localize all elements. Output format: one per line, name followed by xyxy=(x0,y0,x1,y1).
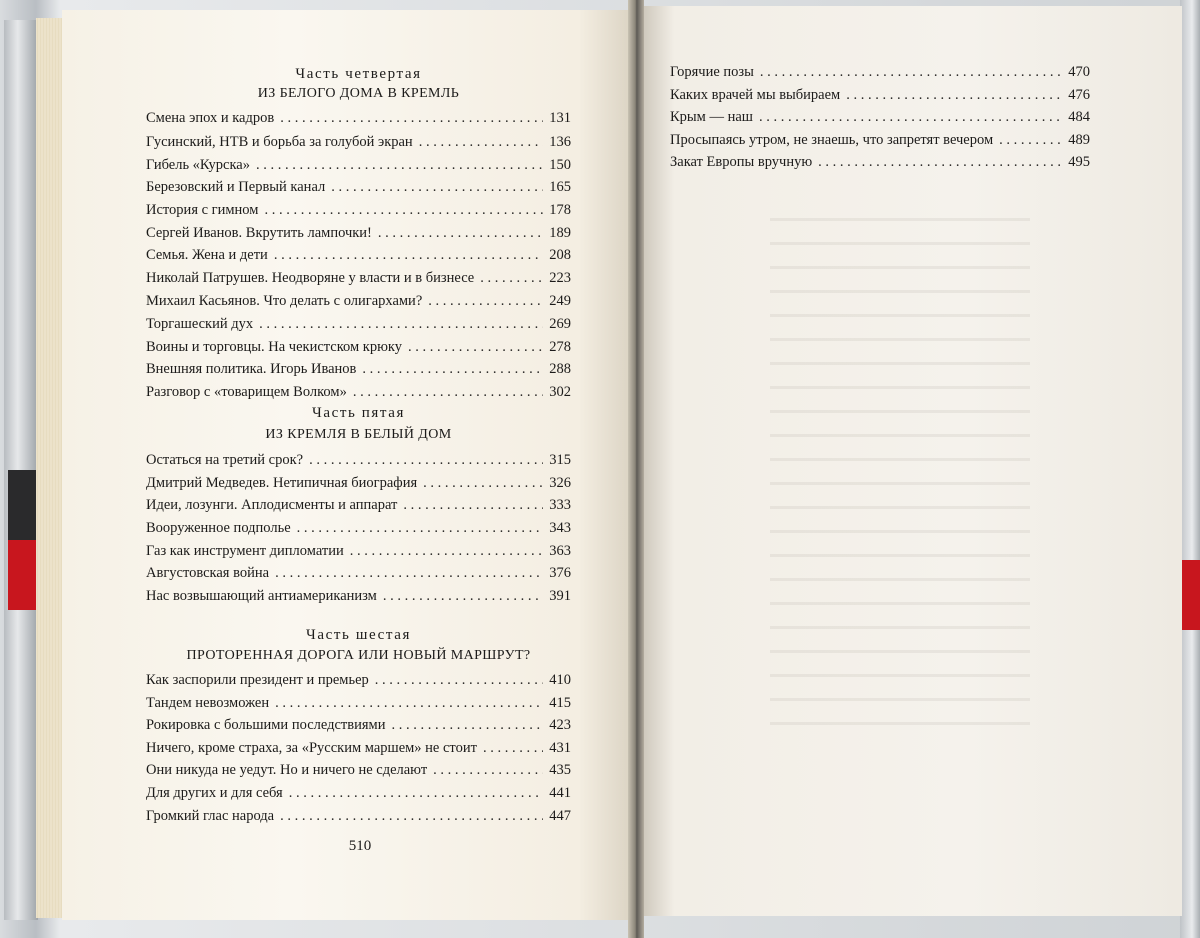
toc-entry xyxy=(146,541,571,561)
toc-entry xyxy=(670,85,1090,105)
toc-entry xyxy=(146,518,571,538)
toc-entry-title: Семья. Жена и дети xyxy=(146,247,268,263)
toc-entry-title: Остаться на третий срок? xyxy=(146,452,304,468)
toc-entry-page: 249 xyxy=(549,293,571,309)
toc-entry-title: Гибель «Курска» xyxy=(146,157,250,173)
toc-entry xyxy=(146,563,571,583)
toc-entry-title: Нас возвышающий антиамериканизм xyxy=(146,588,377,604)
toc-entry xyxy=(670,107,1090,127)
toc-entry-page: 315 xyxy=(549,452,571,468)
toc-entry xyxy=(146,715,571,735)
toc-entry-title: Для других и для себя xyxy=(146,785,283,801)
toc-entry xyxy=(146,738,571,758)
toc-entry xyxy=(670,130,1090,150)
toc-entry-title: Сергей Иванов. Вкрутить лампочки! xyxy=(146,225,372,241)
toc-entry xyxy=(146,177,571,197)
toc-entry xyxy=(146,473,571,493)
toc-entry-page: 410 xyxy=(549,672,571,688)
toc-entry-page: 343 xyxy=(549,520,571,536)
toc-entry-title: История с гимном xyxy=(146,202,259,218)
part-subtitle: ИЗ БЕЛОГО ДОМА В КРЕМЛЬ xyxy=(257,86,460,101)
toc-entry-page: 431 xyxy=(549,740,571,756)
toc-entry-title: Громкий глас народа xyxy=(146,808,275,824)
toc-entry-page: 165 xyxy=(549,179,571,195)
toc-entry-title: Тандем невозможен xyxy=(146,695,270,711)
toc-entry-title: Вооруженное подполье xyxy=(146,520,291,536)
book-gutter xyxy=(628,0,644,938)
toc-entry-title: Просыпаясь утром, не знаешь, что запретят вечером xyxy=(670,132,994,148)
toc-entry-title: Дмитрий Медведев. Нетипичная биография xyxy=(146,475,418,491)
cover-red-band-left xyxy=(8,540,38,610)
toc-entry-page: 435 xyxy=(549,762,571,778)
toc-entry-title: Газ как инструмент дипломатии xyxy=(146,543,344,559)
toc-entry xyxy=(146,223,571,243)
toc-entry xyxy=(146,586,571,606)
toc-entry-title: Николай Патрушев. Неодворяне у власти и в бизнесе xyxy=(146,270,475,286)
part-title: Часть пятая xyxy=(311,405,406,421)
toc-entry xyxy=(146,495,571,515)
toc-entry xyxy=(146,314,571,334)
cover-red-band-right xyxy=(1180,560,1200,630)
cover-dark-band xyxy=(8,470,38,540)
toc-entry xyxy=(146,291,571,311)
cover-edge-right xyxy=(1180,0,1200,938)
toc-entry-title: Михаил Касьянов. Что делать с олигархами? xyxy=(146,293,423,309)
toc-entry-page: 363 xyxy=(549,543,571,559)
toc-entry-page: 495 xyxy=(1068,154,1090,170)
toc-entry-title: Каких врачей мы выбираем xyxy=(670,87,841,103)
toc-entry-title: Как заспорили президент и премьер xyxy=(146,672,369,688)
toc-entry-page: 415 xyxy=(549,695,571,711)
part-title: Часть четвертая xyxy=(295,66,422,82)
toc-entry xyxy=(146,359,571,379)
toc-entry xyxy=(146,200,571,220)
toc-entry-title: Воины и торговцы. На чекистском крюку xyxy=(146,339,403,355)
toc-entry-page: 136 xyxy=(549,134,571,150)
toc-entry xyxy=(670,152,1090,172)
toc-entry xyxy=(146,670,571,690)
toc-entry-page: 208 xyxy=(549,247,571,263)
toc-entry-page: 376 xyxy=(549,565,571,581)
toc-entry-page: 391 xyxy=(549,588,571,604)
show-through-text xyxy=(770,206,1030,726)
toc-entry-title: Разговор с «товарищем Волком» xyxy=(146,384,347,400)
toc-entry-page: 447 xyxy=(549,808,571,824)
part-subtitle: ИЗ КРЕМЛЯ В БЕЛЫЙ ДОМ xyxy=(265,427,452,442)
toc-entry xyxy=(146,382,571,402)
toc-entry-page: 150 xyxy=(549,157,571,173)
toc-entry xyxy=(146,245,571,265)
toc-entry xyxy=(146,268,571,288)
toc-entry-title: Августовская война xyxy=(146,565,270,581)
toc-entry xyxy=(146,783,571,803)
part-subtitle: ПРОТОРЕННАЯ ДОРОГА ИЛИ НОВЫЙ МАРШРУТ? xyxy=(186,648,531,663)
toc-entry-title: Идеи, лозунги. Аплодисменты и аппарат xyxy=(146,497,398,513)
toc-entry-page: 189 xyxy=(549,225,571,241)
toc-entry xyxy=(146,337,571,357)
toc-entry-title: Внешняя политика. Игорь Иванов xyxy=(146,361,357,377)
page-number: 510 xyxy=(348,838,372,854)
toc-entry-page: 269 xyxy=(549,316,571,332)
toc-entry-title: Горячие позы xyxy=(670,64,754,80)
toc-entry xyxy=(146,693,571,713)
toc-entry xyxy=(146,450,571,470)
toc-entry-title: Ничего, кроме страха, за «Русским маршем» не стоит xyxy=(146,740,477,756)
toc-entry-page: 326 xyxy=(549,475,571,491)
toc-entry xyxy=(146,760,571,780)
toc-entry-page: 223 xyxy=(549,270,571,286)
toc-entry-page: 489 xyxy=(1068,132,1090,148)
toc-entry-page: 441 xyxy=(549,785,571,801)
toc-entry xyxy=(146,132,571,152)
toc-entry-page: 476 xyxy=(1068,87,1090,103)
toc-entry xyxy=(146,806,571,826)
toc-entry xyxy=(146,155,571,175)
toc-entry-title: Гусинский, НТВ и борьба за голубой экран xyxy=(146,134,413,150)
toc-entry xyxy=(670,62,1090,82)
toc-entry-page: 302 xyxy=(549,384,571,400)
toc-entry-page: 333 xyxy=(549,497,571,513)
toc-entry-page: 131 xyxy=(549,110,571,126)
toc-entry-page: 470 xyxy=(1068,64,1090,80)
toc-entry-page: 288 xyxy=(549,361,571,377)
toc-entry-title: Они никуда не уедут. Но и ничего не сделают xyxy=(146,762,428,778)
toc-entry-title: Березовский и Первый канал xyxy=(146,179,326,195)
toc-entry-title: Торгашеский дух xyxy=(146,316,254,332)
toc-entry-title: Смена эпох и кадров xyxy=(146,110,275,126)
toc-entry xyxy=(146,108,571,128)
toc-entry-page: 423 xyxy=(549,717,571,733)
toc-entry-page: 484 xyxy=(1068,109,1090,125)
toc-entry-title: Закат Европы вручную xyxy=(670,154,813,170)
toc-entry-title: Крым — наш xyxy=(670,109,753,125)
toc-entry-title: Рокировка с большими последствиями xyxy=(146,717,386,733)
toc-entry-page: 278 xyxy=(549,339,571,355)
part-title: Часть шестая xyxy=(306,627,411,643)
toc-entry-page: 178 xyxy=(549,202,571,218)
